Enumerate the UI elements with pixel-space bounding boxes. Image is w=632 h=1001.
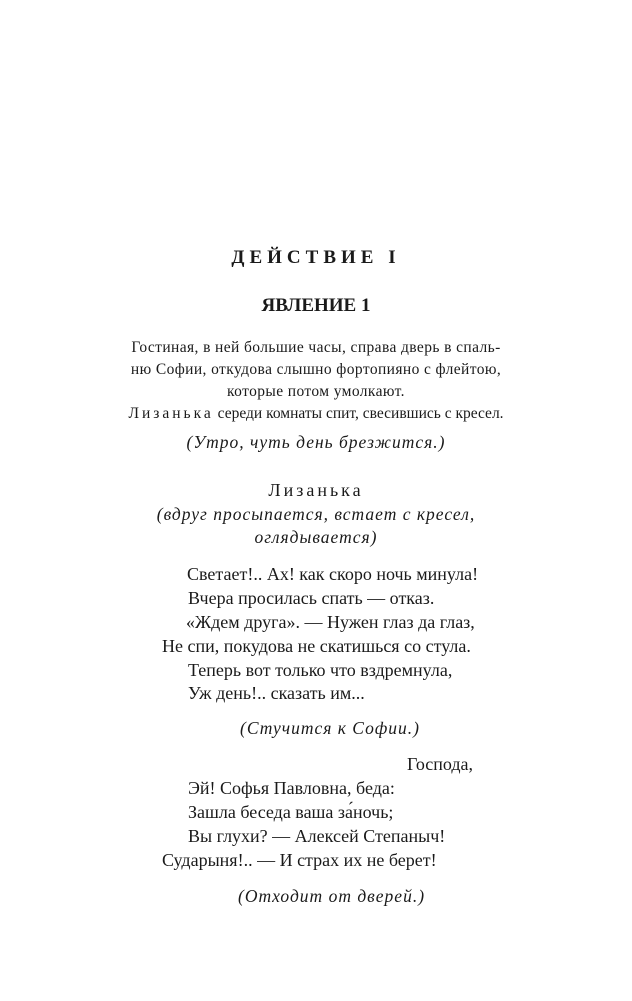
verse-line: Вы глухи? — Алексей Степаныч! bbox=[188, 826, 446, 846]
stage-direction-line: ню Софии, откудова слышно фортопияно с флейтою, bbox=[130, 361, 502, 378]
verse-line: Эй! Софья Павловна, беда: bbox=[188, 778, 395, 798]
speaker-remark: оглядывается) bbox=[254, 527, 378, 547]
stage-direction-line: Гостиная, в ней большие часы, справа дверь в спаль- bbox=[131, 339, 501, 356]
remark-morning: (Утро, чуть день брезжится.) bbox=[186, 432, 446, 452]
verse-line: Сударыня!.. — И страх их не берет! bbox=[162, 850, 437, 870]
act-title: ДЕЙСТВИЕ I bbox=[231, 247, 401, 268]
scene-title: ЯВЛЕНИЕ 1 bbox=[261, 295, 371, 316]
verse-line: Вчера просилась спать — отказ. bbox=[188, 588, 435, 608]
verse-line: Теперь вот только что вздремнула, bbox=[188, 660, 453, 680]
stage-direction-rest: середи комнаты спит, свесившись с кресел. bbox=[213, 405, 504, 422]
verse-line: Зашла беседа ваша за́ночь; bbox=[188, 802, 394, 822]
stage-direction-line: которые потом умолкают. bbox=[227, 383, 405, 400]
verse-line: Господа, bbox=[407, 754, 474, 774]
stage-direction-character: Лизанька bbox=[128, 405, 214, 422]
verse-line: Не спи, покудова не скатишься со стула. bbox=[162, 636, 471, 656]
verse-line: Уж день!.. сказать им... bbox=[188, 683, 365, 703]
speaker-remark: (вдруг просыпается, встает с кресел, bbox=[156, 504, 476, 524]
verse-line: «Ждем друга». — Нужен глаз да глаз, bbox=[186, 612, 475, 632]
remark-leave: (Отходит от дверей.) bbox=[238, 886, 426, 906]
verse-line: Светает!.. Ах! как скоро ночь минула! bbox=[187, 564, 479, 584]
speaker-name: Лизанька bbox=[268, 480, 364, 500]
stage-direction-line bbox=[0, 406, 632, 422]
remark-knock: (Стучится к Софии.) bbox=[240, 718, 420, 738]
